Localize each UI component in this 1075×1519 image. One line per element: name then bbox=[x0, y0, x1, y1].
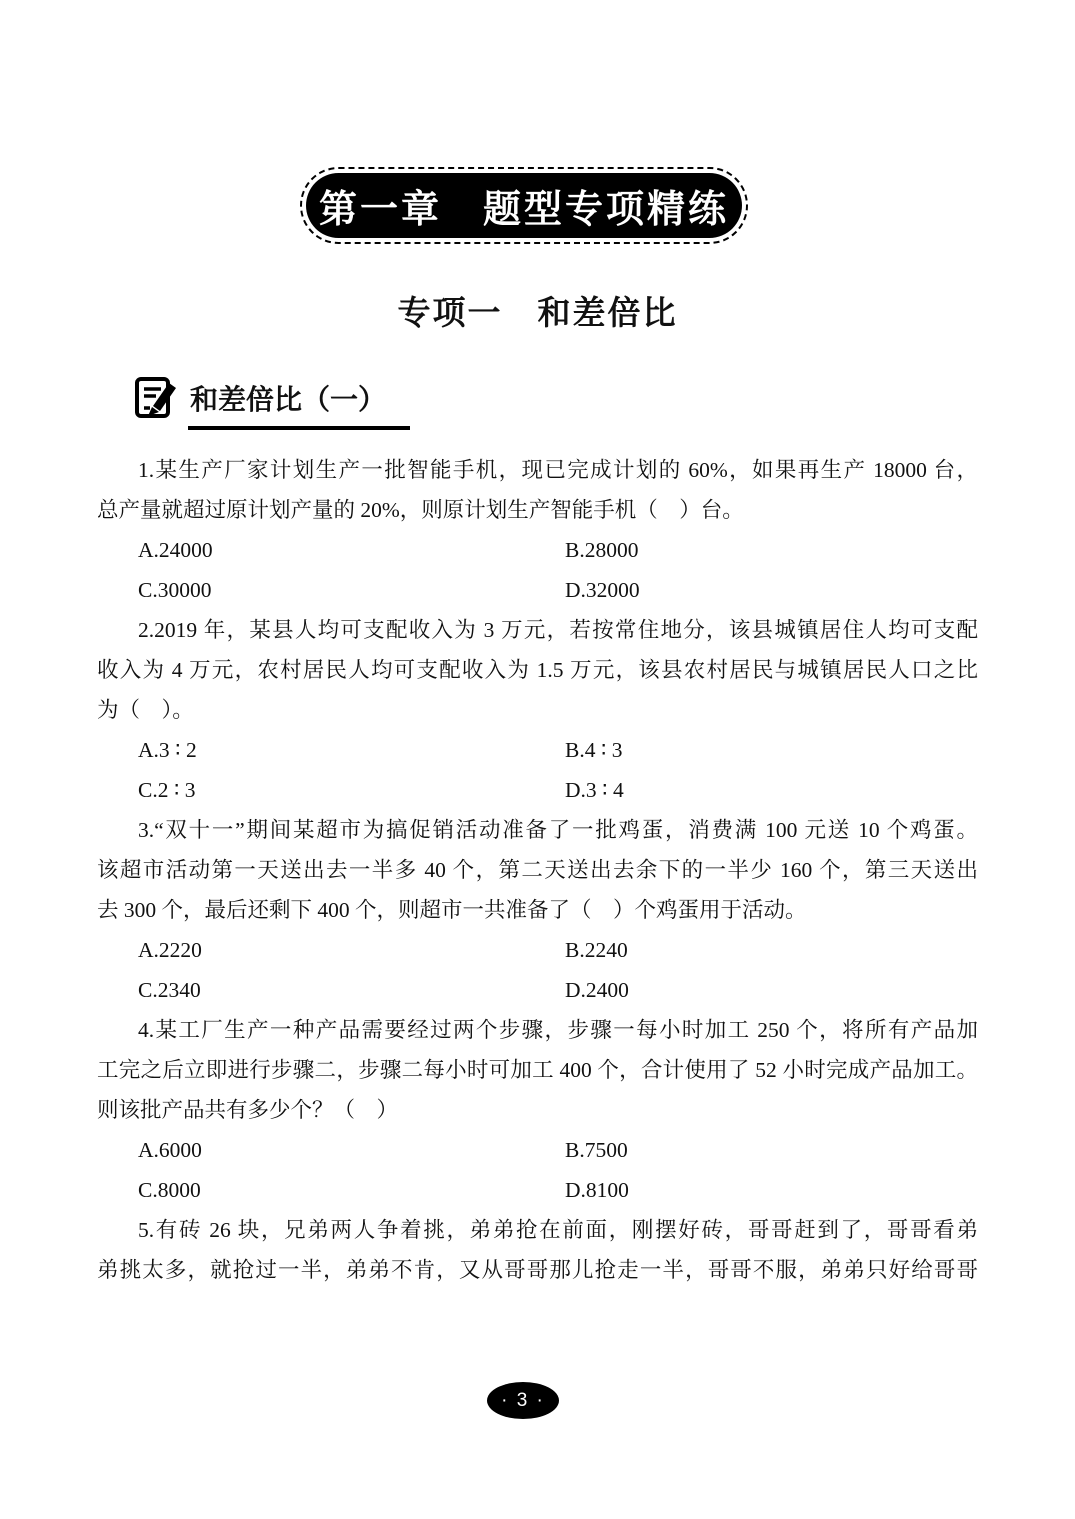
q4-options-row-1 bbox=[97, 1130, 978, 1170]
page-number-badge bbox=[487, 1382, 559, 1419]
q1-option-a: A.24000 bbox=[138, 538, 213, 562]
q2-option-c: C.2 ∶ 3 bbox=[138, 778, 196, 802]
q2-options-row-1 bbox=[97, 730, 978, 770]
notepad-pencil-icon bbox=[133, 374, 181, 422]
chapter-banner-pill bbox=[306, 173, 742, 238]
q4-option-d: D.8100 bbox=[565, 1178, 629, 1202]
q3-option-a: A.2220 bbox=[138, 938, 202, 962]
q3-line-2: 该超市活动第一天送出去一半多 40 个，第二天送出去余下的一半少 160 个，第三天送出 bbox=[97, 858, 978, 882]
subsection-header bbox=[133, 374, 410, 430]
q1-option-d: D.32000 bbox=[565, 578, 640, 602]
q4-option-b: B.7500 bbox=[565, 1138, 628, 1162]
q4-line-1: 4.某工厂生产一种产品需要经过两个步骤，步骤一每小时加工 250 个，将所有产品加 bbox=[138, 1018, 978, 1042]
q2-option-d: D.3 ∶ 4 bbox=[565, 778, 624, 802]
section-title: 专项一 和差倍比 bbox=[397, 294, 678, 331]
q4-options-row-2 bbox=[97, 1170, 978, 1210]
chapter-banner bbox=[300, 167, 748, 244]
q4-option-c: C.8000 bbox=[138, 1178, 201, 1202]
q3-option-d: D.2400 bbox=[565, 978, 629, 1002]
q3-options-row-2 bbox=[97, 970, 978, 1010]
q3-line-1: 3.“双十一”期间某超市为搞促销活动准备了一批鸡蛋，消费满 100 元送 10 个鸡蛋。 bbox=[138, 818, 978, 842]
q4-line-2: 工完之后立即进行步骤二，步骤二每小时可加工 400 个，合计使用了 52 小时完成产品加工。 bbox=[97, 1058, 978, 1082]
q2-option-b: B.4 ∶ 3 bbox=[565, 738, 623, 762]
q3-options-row-1 bbox=[97, 930, 978, 970]
q4-option-a: A.6000 bbox=[138, 1138, 202, 1162]
q1-option-c: C.30000 bbox=[138, 578, 212, 602]
subsection-title: 和差倍比（一） bbox=[188, 374, 410, 430]
q5-line-2: 弟挑太多，就抢过一半，弟弟不肯，又从哥哥那儿抢走一半，哥哥不服，弟弟只好给哥哥 bbox=[97, 1258, 978, 1282]
chapter-title: 第一章 题型专项精练 bbox=[318, 189, 729, 231]
q3-option-b: B.2240 bbox=[565, 938, 628, 962]
q5-line-1: 5.有砖 26 块，兄弟两人争着挑，弟弟抢在前面，刚摆好砖，哥哥赶到了，哥哥看弟 bbox=[138, 1218, 978, 1242]
q3-option-c: C.2340 bbox=[138, 978, 201, 1002]
q3-line-3: 去 300 个，最后还剩下 400 个，则超市一共准备了（ ）个鸡蛋用于活动。 bbox=[97, 898, 807, 922]
q2-options-row-2 bbox=[97, 770, 978, 810]
page-number: · 3 · bbox=[501, 1389, 545, 1411]
q2-line-2: 收入为 4 万元，农村居民人均可支配收入为 1.5 万元，该县农村居民与城镇居民人口之比 bbox=[97, 658, 978, 682]
q4-line-3: 则该批产品共有多少个？（ ） bbox=[97, 1098, 399, 1122]
q1-option-b: B.28000 bbox=[565, 538, 639, 562]
q1-line-2: 总产量就超过原计划产量的 20%，则原计划生产智能手机（ ）台。 bbox=[97, 498, 744, 522]
q2-line-3: 为（ ）。 bbox=[97, 698, 194, 722]
q2-option-a: A.3 ∶ 2 bbox=[138, 738, 197, 762]
q2-line-1: 2.2019 年，某县人均可支配收入为 3 万元，若按常住地分，该县城镇居住人均可支配 bbox=[138, 618, 978, 642]
q1-options-row-2 bbox=[97, 570, 978, 610]
q1-options-row-1 bbox=[97, 530, 978, 570]
question-list bbox=[97, 450, 978, 1290]
q1-line-1: 1.某生产厂家计划生产一批智能手机，现已完成计划的 60%，如果再生产 18000 台， bbox=[138, 458, 978, 482]
